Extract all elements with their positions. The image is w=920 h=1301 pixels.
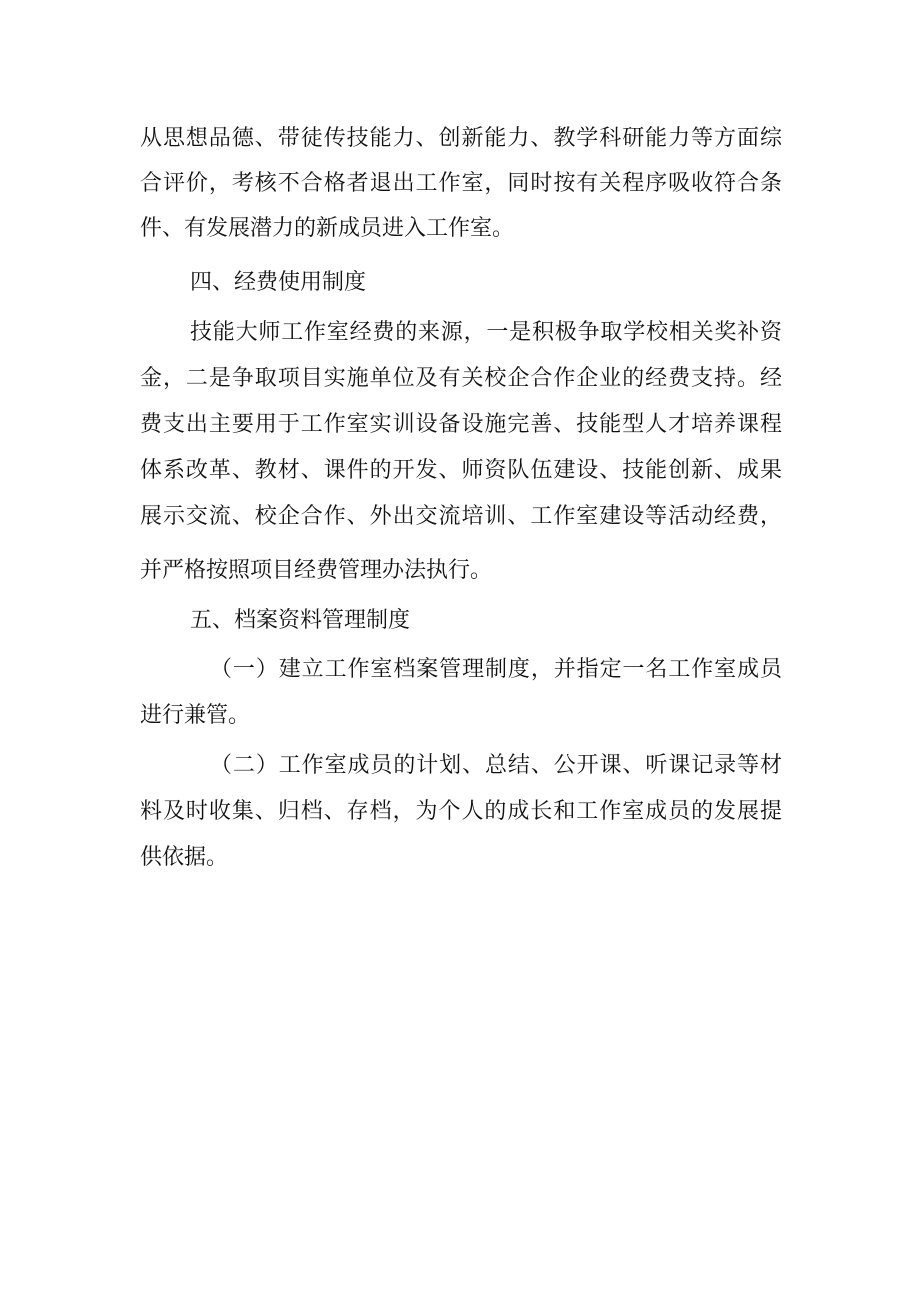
- section-heading-funding: 四、经费使用制度: [190, 270, 367, 295]
- text-line: 合评价，考核不合格者退出工作室，同时按有关程序吸收符合条: [140, 171, 782, 196]
- text-line: 费支出主要用于工作室实训设备设施完善、技能型人才培养课程: [140, 412, 782, 437]
- text-line: 件、有发展潜力的新成员进入工作室。: [140, 216, 515, 241]
- text-line: 技能大师工作室经费的来源，一是积极争取学校相关奖补资: [190, 320, 782, 345]
- text-line: （一）建立工作室档案管理制度，并指定一名工作室成员: [210, 657, 782, 682]
- text-line: 并严格按照项目经费管理办法执行。: [140, 558, 493, 583]
- text-line: （二）工作室成员的计划、总结、公开课、听课记录等材: [210, 753, 782, 778]
- text-line: 从思想品德、带徒传技能力、创新能力、教学科研能力等方面综: [140, 126, 782, 151]
- text-line: 料及时收集、归档、存档，为个人的成长和工作室成员的发展提: [140, 799, 782, 824]
- text-line: 供依据。: [140, 845, 229, 870]
- text-line: 展示交流、校企合作、外出交流培训、工作室建设等活动经费，: [140, 504, 782, 529]
- text-line: 金，二是争取项目实施单位及有关校企合作企业的经费支持。经: [140, 366, 782, 391]
- text-line: 进行兼管。: [140, 703, 251, 728]
- section-heading-archives: 五、档案资料管理制度: [190, 608, 411, 633]
- text-line: 体系改革、教材、课件的开发、师资队伍建设、技能创新、成果: [140, 458, 782, 483]
